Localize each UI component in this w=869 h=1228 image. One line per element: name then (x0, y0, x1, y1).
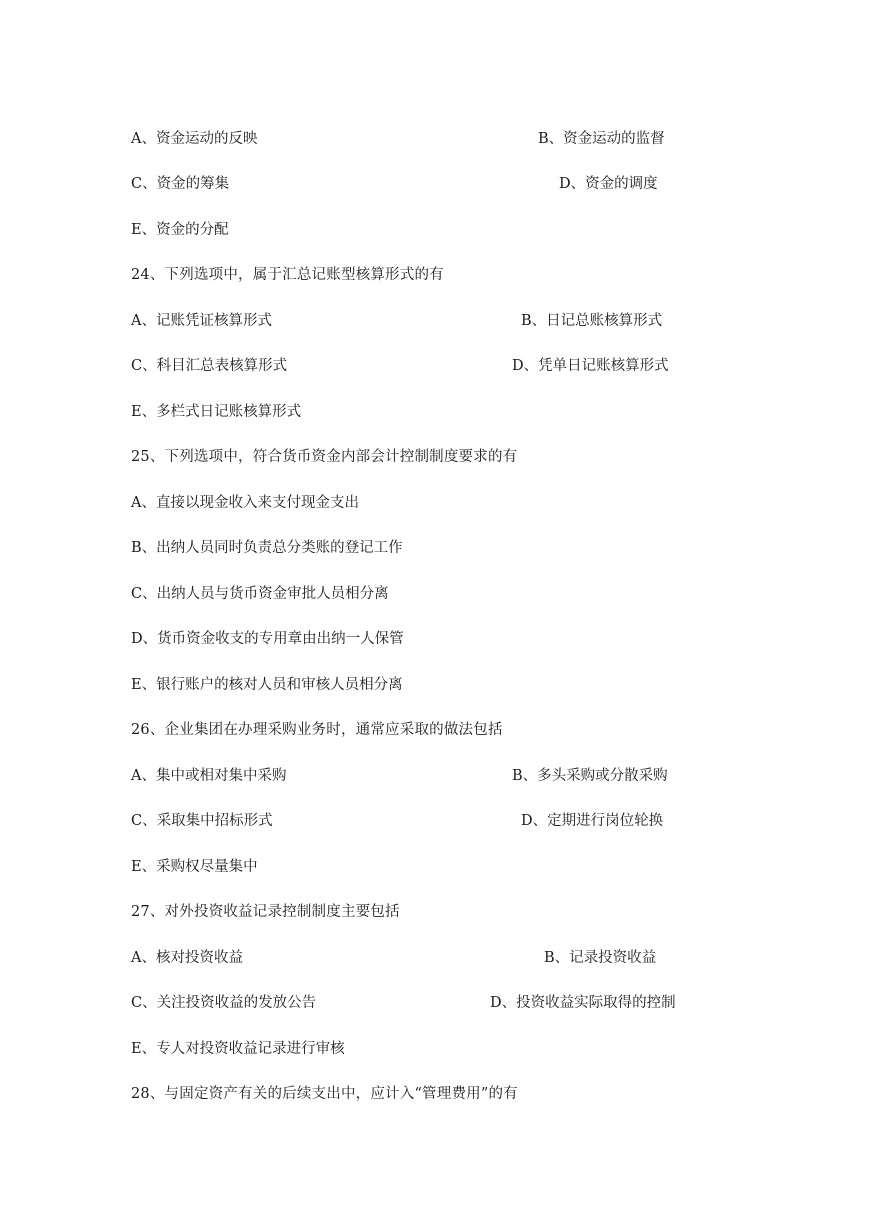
option-23-d: D、资金的调度 (559, 176, 658, 192)
option-25-b: B、出纳人员同时负责总分类账的登记工作 (131, 540, 403, 556)
option-27-c: C、关注投资收益的发放公告 (131, 995, 317, 1011)
option-26-a: A、集中或相对集中采购 (131, 768, 287, 784)
option-24-c: C、科目汇总表核算形式 (131, 358, 288, 374)
option-23-c: C、资金的筹集 (131, 176, 230, 192)
question-25: 25、下列选项中，符合货币资金内部会计控制制度要求的有 (131, 449, 518, 465)
question-24: 24、下列选项中，属于汇总记账型核算形式的有 (131, 267, 444, 283)
option-27-e: E、专人对投资收益记录进行审核 (131, 1041, 345, 1057)
option-23-b: B、资金运动的监督 (538, 131, 665, 147)
option-23-a: A、资金运动的反映 (131, 131, 258, 147)
option-27-d: D、投资收益实际取得的控制 (490, 995, 676, 1011)
option-26-b: B、多头采购或分散采购 (512, 768, 668, 784)
question-28: 28、与固定资产有关的后续支出中，应计入“管理费用”的有 (131, 1086, 518, 1102)
option-23-e: E、资金的分配 (131, 222, 229, 238)
option-24-b: B、日记总账核算形式 (521, 313, 663, 329)
option-27-b: B、记录投资收益 (544, 950, 657, 966)
question-27: 27、对外投资收益记录控制制度主要包括 (131, 904, 400, 920)
option-25-a: A、直接以现金收入来支付现金支出 (131, 495, 359, 511)
option-25-e: E、银行账户的核对人员和审核人员相分离 (131, 677, 403, 693)
option-26-e: E、采购权尽量集中 (131, 859, 258, 875)
option-24-a: A、记账凭证核算形式 (131, 313, 272, 329)
option-27-a: A、核对投资收益 (131, 950, 243, 966)
option-24-d: D、凭单日记账核算形式 (512, 358, 669, 374)
option-26-c: C、采取集中招标形式 (131, 813, 273, 829)
option-25-c: C、出纳人员与货币资金审批人员相分离 (131, 586, 389, 602)
option-24-e: E、多栏式日记账核算形式 (131, 404, 302, 420)
option-25-d: D、货币资金收支的专用章由出纳一人保管 (131, 631, 404, 647)
question-26: 26、企业集团在办理采购业务时，通常应采取的做法包括 (131, 722, 503, 738)
option-26-d: D、定期进行岗位轮换 (521, 813, 664, 829)
